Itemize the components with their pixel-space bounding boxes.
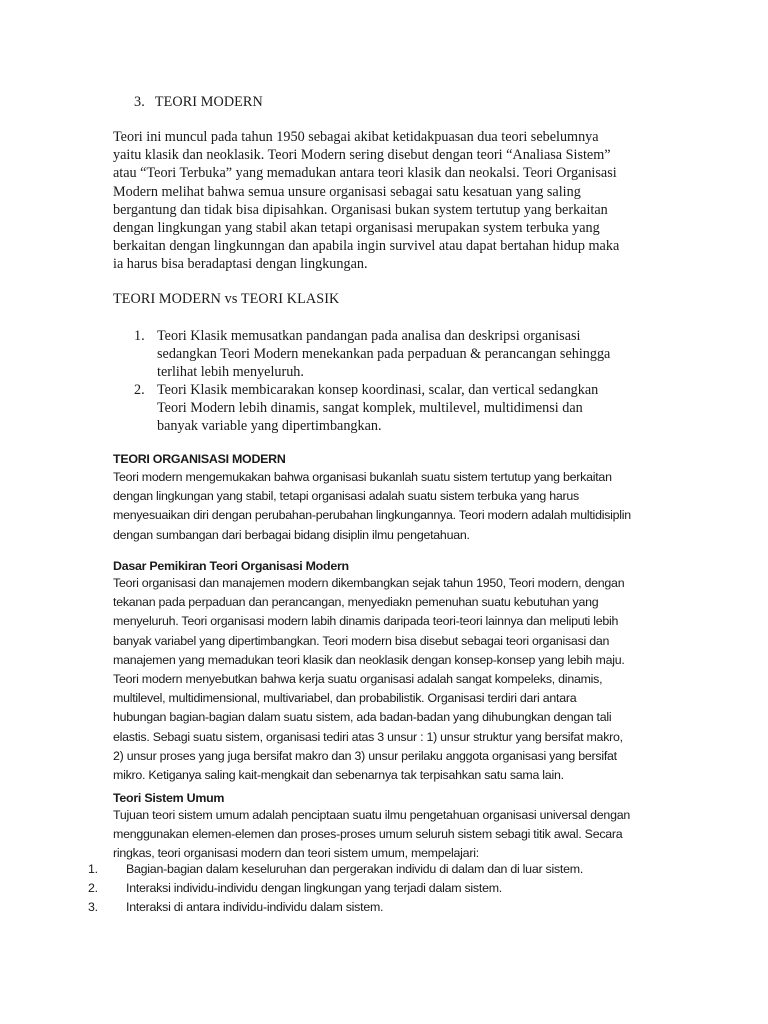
paragraph-line: tekanan pada perpaduan dan perancangan, menyediakn pemenuhan suatu kebutuhan yang [113, 595, 599, 610]
list-line: terlihat lebih menyeluruh. [157, 364, 304, 381]
paragraph-line: Teori ini muncul pada tahun 1950 sebagai akibat ketidakpuasan dua teori sebelumnya [113, 129, 599, 145]
list-item [134, 381, 654, 436]
list-number: 2. [88, 881, 98, 896]
paragraph-line: berkaitan dengan lingkunngan dan apabila ingin survivel atau dapat bertahan hidup maka [113, 238, 620, 255]
heading-modern-vs-klasik: TEORI MODERN vs TEORI KLASIK [113, 291, 340, 307]
list-line: Teori Klasik memusatkan pandangan pada analisa dan deskripsi organisasi [157, 328, 581, 344]
paragraph-dasar-pemikiran [113, 574, 654, 785]
paragraph-line: dengan lingkungan yang stabil akan tetapi organisasi merupakan system terbuka yang [113, 220, 600, 237]
list-item [88, 879, 668, 898]
list-text: Interaksi di antara individu-individu dalam sistem. [126, 900, 384, 915]
paragraph-line: menyesuaikan diri dengan perubahan-perubahan lingkungannya. Teori modern adalah multidisiplin [113, 508, 631, 523]
list-number: 3. [88, 900, 98, 915]
paragraph-line: ringkas, teori organisasi modern dan teori sistem umum, mempelajari: [113, 846, 479, 861]
list-line: banyak variable yang dipertimbangkan. [157, 418, 382, 435]
paragraph-line: multilevel, multidimensional, multivariabel, dan probabilistik. Organisasi terdiri dari antara [113, 691, 577, 706]
paragraph-line: Teori organisasi dan manajemen modern dikembangkan sejak tahun 1950, Teori modern, dengan [113, 576, 625, 590]
heading-dasar-pemikiran: Dasar Pemikiran Teori Organisasi Modern [113, 559, 349, 573]
paragraph-line: Teori modern mengemukakan bahwa organisasi bukanlah suatu sistem tertutup yang berkaitan [113, 470, 612, 484]
list-number: 1. [88, 862, 98, 876]
paragraph-line: atau “Teori Terbuka” yang memadukan antara teori klasik dan neokalsi. Teori Organisasi [113, 165, 617, 182]
paragraph-line: ia harus bisa beradaptasi dengan lingkungan. [113, 256, 368, 273]
paragraph-line: Tujuan teori sistem umum adalah penciptaan suatu ilmu pengetahuan organisasi universal dengan [113, 808, 631, 822]
paragraph-line: yaitu klasik dan neoklasik. Teori Modern sering disebut dengan teori “Analiasa Sistem” [113, 147, 611, 164]
paragraph-line: Modern melihat bahwa semua unsure organisasi sebagai satu kesatuan yang saling [113, 183, 581, 200]
section-title: TEORI MODERN [154, 94, 263, 110]
paragraph-line: manajemen yang memadukan teori klasik dan neoklasik dengan konsep-konsep yang lebih maju. [113, 652, 625, 667]
list-item [88, 860, 668, 879]
list-text: Bagian-bagian dalam keseluruhan dan pergerakan individu di dalam dan di luar sistem. [126, 862, 584, 876]
section-heading-teori-modern [134, 93, 263, 111]
paragraph-line: Teori modern menyebutkan bahwa kerja suatu organisasi adalah sangat kompeleks, dinamis, [113, 672, 603, 687]
list-line: sedangkan Teori Modern menekankan pada perpaduan & perancangan sehingga [157, 346, 611, 363]
paragraph-line: dengan lingkungan yang stabil, tetapi organisasi adalah suatu sistem terbuka yang harus [113, 489, 579, 504]
paragraph-line: mikro. Ketiganya saling kait-mengkait dan sebenarnya tak terpisahkan satu sama lain. [113, 768, 564, 783]
sistem-umum-list [88, 860, 668, 918]
paragraph-line: menyeluruh. Teori organisasi modern labih dinamis daripada teori-teori lainnya dan meliputi lebih [113, 614, 619, 629]
paragraph-line: elastis. Sebagi suatu sistem, organisasi tediri atas 3 unsur : 1) unsur struktur yang bersifat makro, [113, 729, 623, 744]
paragraph-line: 2) unsur proses yang juga bersifat makro dan 3) unsur perilaku anggota organisasi yang bersifat [113, 748, 617, 763]
list-item [134, 327, 654, 382]
list-line: Teori Klasik membicarakan konsep koordinasi, scalar, dan vertical sedangkan [157, 381, 599, 398]
paragraph-line: dengan sumbangan dari berbagai bidang disiplin ilmu pengetahuan. [113, 527, 470, 542]
heading-teori-organisasi-modern: TEORI ORGANISASI MODERN [113, 452, 286, 466]
list-line: Teori Modern lebih dinamis, sangat komplek, multilevel, multidimensi dan [157, 399, 583, 416]
paragraph-teori-sistem-umum [113, 806, 673, 864]
paragraph-line: bergantung dan tidak bisa dipisahkan. Organisasi bukan system tertutup yang berkaitan [113, 201, 608, 218]
list-number: 2. [134, 381, 145, 398]
paragraph-line: hubungan bagian-bagian dalam suatu sistem, ada badan-badan yang dihubungkan dengan tali [113, 710, 612, 725]
list-text: Interaksi individu-individu dengan lingkungan yang terjadi dalam sistem. [126, 881, 502, 896]
paragraph-line: banyak variabel yang dipertimbangkan. Teori modern bisa disebut sebagai teori organisasi dan [113, 633, 610, 648]
heading-teori-sistem-umum: Teori Sistem Umum [113, 791, 225, 805]
section-number: 3. [134, 94, 145, 110]
comparison-list [134, 327, 654, 435]
paragraph-teori-organisasi-modern [113, 468, 654, 545]
list-number: 1. [134, 328, 145, 344]
list-item [88, 898, 668, 917]
paragraph-line: menggunakan elemen-elemen dan proses-proses umum seluruh sistem sebagi titik awal. Secara [113, 827, 623, 842]
paragraph-teori-modern [113, 128, 647, 274]
